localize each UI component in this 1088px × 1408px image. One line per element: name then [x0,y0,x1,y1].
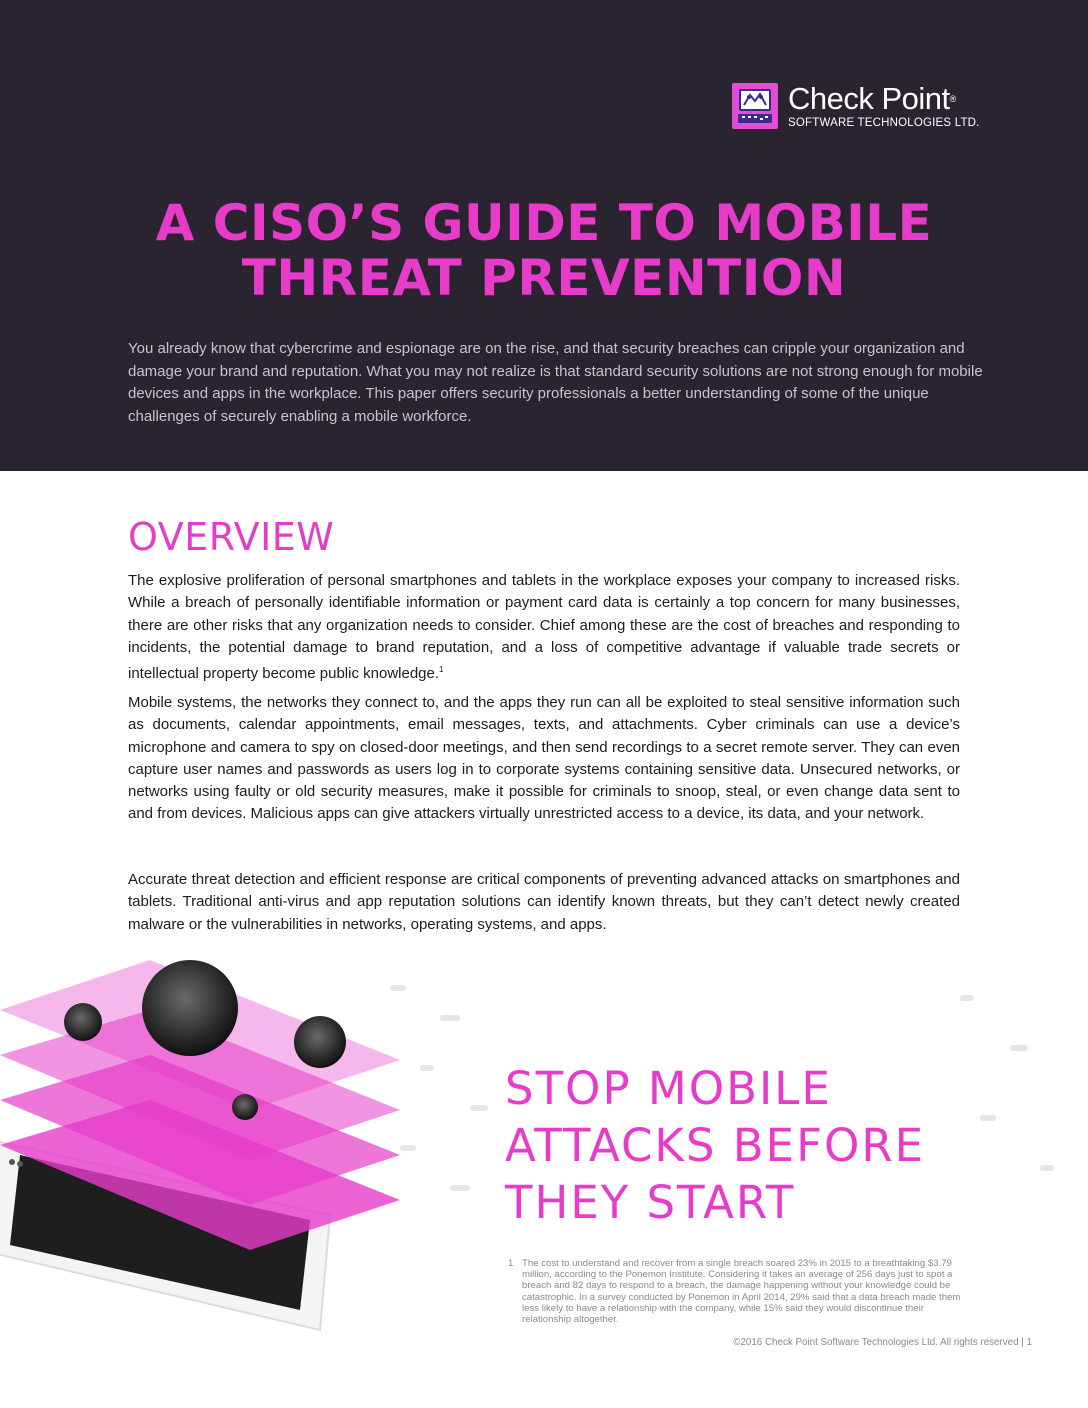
virus-icon [232,1094,258,1120]
callout-heading [505,1060,925,1231]
overview-paragraph-3: Accurate threat detection and efficient response are critical components of preventing advanced attacks on smartphones and tablets. Traditional anti-virus and app reputation solutions can identify known threats, but they can’t detect newly created malware or the vulnerabilities in networks, operating systems, and apps. [128,871,960,933]
page-title-line-2: THREAT PREVENTION [241,249,847,307]
overview-paragraph-1: The explosive proliferation of personal smartphones and tablets in the workplace exposes your company to increased risks. While a breach of personally identifiable information or payment card data is certainly a top concern for many businesses, there are other risks that any organization needs to consider. Chief among these are the cost of breaches and responding to incidents, the potential damage to brand reputation, and a loss of competitive advantage if valuable trade secrets or intellectual property become public knowledge.$^1$ [128,572,960,683]
callout-line-1: STOP MOBILE [505,1062,832,1115]
logo-name: Check Point® [788,81,956,116]
footnote-text: The cost to understand and recover from a single breach soared 23% in 2015 to a breathtaking $3.79 million, according to the Ponemon Institute. Considering it takes an average of 256 days just to spot a breach and 82 days to respond to a breach, the damage happening without your knowledge could be catastrophic. In a survey conducted by Ponemon in April 2014, 29% said that a data breach made them less likely to have a relationship with the company, while 15% said they would discontinue their relationship altogether. [522,1258,961,1326]
footnote-number: 1 [508,1258,514,1269]
header-banner [0,0,1088,471]
callout-line-3: THEY START [505,1176,796,1229]
logo-subtitle: SOFTWARE TECHNOLOGIES LTD. [788,117,980,129]
intro-paragraph: You already know that cybercrime and espionage are on the rise, and that security breaches can cripple your organization and damage your brand and reputation. What you may not realize is that standard security solutions are not strong enough for mobile devices and apps in the workplace. This paper offers security professionals a better understanding of some of the unique challenges of securely enabling a mobile workforce. [128,340,983,425]
virus-icon [294,1016,346,1068]
footnote-reference: 1 [439,665,444,675]
check-point-logo [732,83,980,129]
callout-line-2: ATTACKS BEFORE [505,1119,926,1172]
page-title [0,196,1088,306]
overview-heading: OVERVIEW [128,515,335,559]
page-title-line-1: A CISO’S GUIDE TO MOBILE [155,194,933,252]
overview-paragraph-2: Mobile systems, the networks they connect to, and the apps they run can all be exploited to steal sensitive information such as documents, calendar appointments, email messages, texts, and attachments. Cyber criminals can use a device’s microphone and camera to spy on closed-door meetings, and then send recordings to a secret remote server. They can even capture user names and passwords as users log in to corporate systems containing sensitive data. Unsecured networks, or networks using faulty or old security measures, make it possible for criminals to snoop, steal, or even change data sent to and from devices. Malicious apps can give attackers virtually unrestricted access to a device, its data, and your network. [128,694,960,823]
footnote [508,1258,963,1325]
virus-icon [64,1003,102,1041]
check-point-logo-icon [732,83,778,129]
copyright-footer: ©2016 Check Point Software Technologies Ltd. All rights reserved | 1 [733,1337,1032,1348]
mobile-threat-illustration [0,950,500,1408]
virus-icon [142,960,238,1056]
